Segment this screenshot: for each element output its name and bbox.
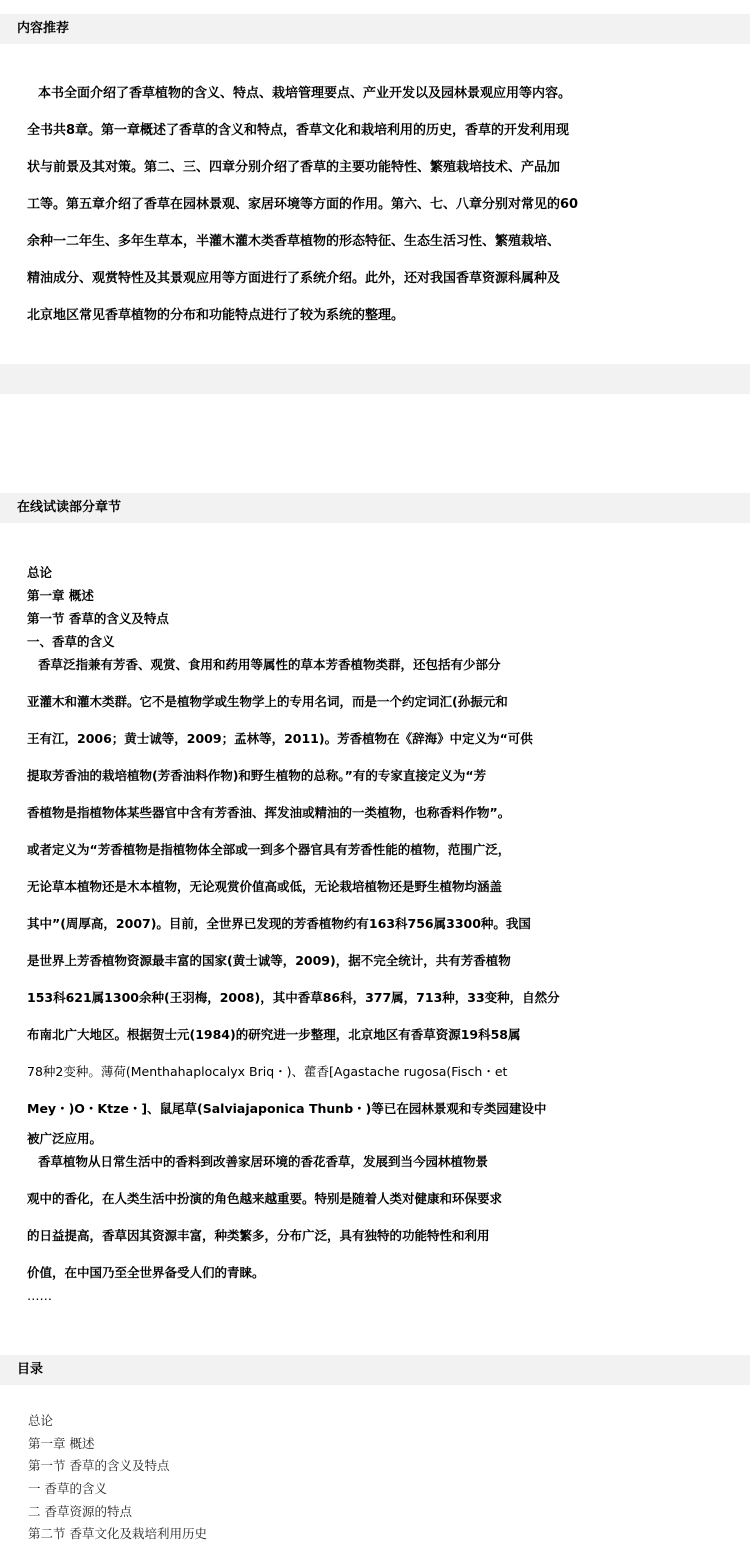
reading-line: 153科621属1300余种(王羽梅，2008)，其中香草86科，377属，713种，33变种，自然分	[27, 990, 560, 1005]
recommend-header	[0, 14, 750, 44]
recommend-line: 本书全面介绍了香草植物的含义、特点、栽培管理要点、产业开发以及园林景观应用等内容。	[38, 86, 572, 101]
recommend-line: 状与前景及其对策。第二、三、四章分别介绍了香草的主要功能特性、繁殖栽培技术、产品加	[27, 160, 561, 175]
recommend-line: 北京地区常见香草植物的分布和功能特点进行了较为系统的整理。	[27, 308, 405, 323]
reading-line: 的日益提高，香草因其资源丰富，种类繁多，分布广泛，具有独特的功能特性和利用	[27, 1228, 490, 1243]
reading-heading: 一、香草的含义	[27, 634, 115, 649]
reading-body	[27, 561, 667, 1307]
recommend-line: 精油成分、观赏特性及其景观应用等方面进行了系统介绍。此外，还对我国香草资源科属种及	[27, 271, 561, 286]
recommend-title: 内容推荐	[17, 21, 70, 36]
toc-item[interactable]: 一 香草的含义	[28, 1481, 107, 1497]
reading-line: Mey・)O・Ktze・]、鼠尾草(Salviajaponica Thunb・)等已在园林景观和专类园建设中	[27, 1101, 547, 1116]
reading-line: 78种2变种。薄荷(Menthahaplocalyx Briq・)、藿香[Agastache rugosa(Fisch・et	[27, 1064, 508, 1079]
reading-heading: 总论	[27, 565, 53, 580]
reading-line: 香植物是指植物体某些器官中含有芳香油、挥发油或精油的一类植物，也称香料作物”。	[27, 805, 511, 820]
reading-line: 或者定义为“芳香植物是指植物体全部或一到多个器官具有芳香性能的植物，范围广泛，	[27, 842, 511, 857]
reading-header	[0, 493, 750, 523]
toc-title: 目录	[17, 1362, 44, 1377]
recommend-line: 全书共8章。第一章概述了香草的含义和特点，香草文化和栽培利用的历史，香草的开发利用现	[27, 123, 570, 138]
reading-ellipsis: ……	[27, 1288, 52, 1303]
toc-item[interactable]: 二 香草资源的特点	[28, 1503, 132, 1519]
reading-line: 香草植物从日常生活中的香料到改善家居环境的香花香草，发展到当今园林植物景	[38, 1154, 489, 1169]
toc-list	[28, 1410, 428, 1546]
reading-line: 观中的香化，在人类生活中扮演的角色越来越重要。特别是随着人类对健康和环保要求	[27, 1191, 503, 1206]
toc-item[interactable]: 第一节 香草的含义及特点	[28, 1458, 170, 1474]
reading-heading: 第一节 香草的含义及特点	[27, 611, 169, 626]
reading-line: 其中”(周厚高，2007)。目前，全世界已发现的芳香植物约有163科756属3300种。我国	[27, 916, 531, 931]
reading-line: 价值，在中国乃至全世界备受人们的青睐。	[27, 1265, 265, 1280]
reading-line: 被广泛应用。	[27, 1131, 103, 1146]
toc-header	[0, 1355, 750, 1385]
section-divider	[0, 364, 750, 394]
toc-item[interactable]: 第二节 香草文化及栽培利用历史	[28, 1526, 207, 1542]
reading-line: 提取芳香油的栽培植物(芳香油料作物)和野生植物的总称。”有的专家直接定义为“芳	[27, 768, 487, 783]
reading-line: 无论草本植物还是木本植物，无论观赏价值高或低，无论栽培植物还是野生植物均涵盖	[27, 879, 503, 894]
reading-line: 是世界上芳香植物资源最丰富的国家(黄士诚等，2009)，据不完全统计，共有芳香植物	[27, 953, 511, 968]
reading-line: 王有江，2006；黄士诚等，2009；孟林等，2011)。芳香植物在《辞海》中定义为“可供	[27, 731, 533, 746]
reading-line: 亚灌木和灌木类群。它不是植物学或生物学上的专用名词，而是一个约定词汇(孙振元和	[27, 694, 508, 709]
reading-heading: 第一章 概述	[27, 588, 94, 603]
reading-line: 布南北广大地区。根据贺士元(1984)的研究进一步整理，北京地区有香草资源19科58属	[27, 1027, 521, 1042]
toc-item[interactable]: 总论	[28, 1413, 54, 1428]
recommend-line: 余种一二年生、多年生草本，半灌木灌木类香草植物的形态特征、生态生活习性、繁殖栽培、	[27, 234, 561, 249]
recommend-line: 工等。第五章介绍了香草在园林景观、家居环境等方面的作用。第六、七、八章分别对常见的60	[27, 197, 579, 212]
toc-item[interactable]: 第一章 概述	[28, 1435, 95, 1451]
reading-line: 香草泛指兼有芳香、观赏、食用和药用等属性的草本芳香植物类群，还包括有少部分	[38, 657, 501, 672]
recommend-body	[27, 75, 647, 334]
reading-title: 在线试读部分章节	[17, 500, 122, 515]
